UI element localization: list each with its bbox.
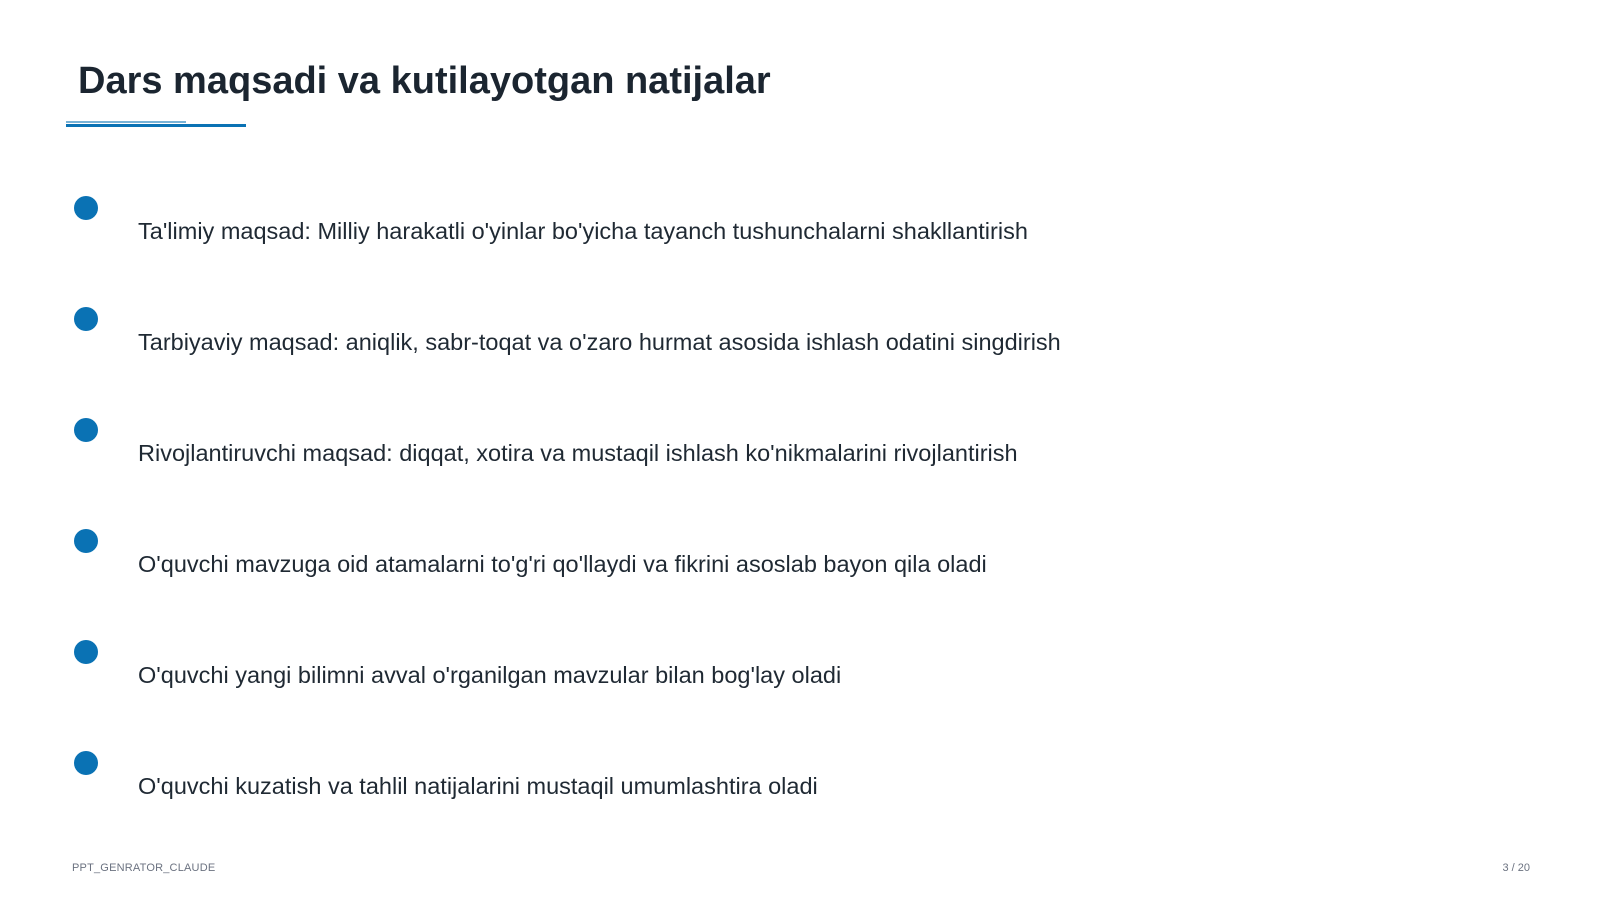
bullet-text: Rivojlantiruvchi maqsad: diqqat, xotira va mustaqil ishlash ko'nikmalarini rivojlantirish <box>138 440 1018 466</box>
footer-source-label: PPT_GENRATOR_CLAUDE <box>72 862 216 874</box>
bullet-text: O'quvchi mavzuga oid atamalarni to'g'ri qo'llaydi va fikrini asoslab bayon qila oladi <box>138 551 987 577</box>
page-indicator: 3 / 20 <box>1502 862 1530 874</box>
bullet-dot-icon <box>74 196 98 220</box>
bullet-text: O'quvchi kuzatish va tahlil natijalarini mustaqil umumlashtira oladi <box>138 773 818 799</box>
list-item <box>0 307 1400 397</box>
bullet-dot-icon <box>74 640 98 664</box>
slide-title: Dars maqsadi va kutilayotgan natijalar <box>78 60 771 102</box>
list-item <box>0 751 1400 841</box>
bullet-text: Ta'limiy maqsad: Milliy harakatli o'yinlar bo'yicha tayanch tushunchalarni shakllantirish <box>138 218 1028 244</box>
list-item <box>0 418 1400 508</box>
list-item <box>0 529 1400 619</box>
bullet-dot-icon <box>74 307 98 331</box>
bullet-dot-icon <box>74 751 98 775</box>
bullet-dot-icon <box>74 418 98 442</box>
bullet-dot-icon <box>74 529 98 553</box>
list-item <box>0 640 1400 730</box>
bullet-text: O'quvchi yangi bilimni avval o'rganilgan mavzular bilan bog'lay oladi <box>138 662 842 688</box>
bullet-text: Tarbiyaviy maqsad: aniqlik, sabr-toqat va o'zaro hurmat asosida ishlash odatini singdirish <box>138 329 1061 355</box>
list-item <box>0 196 1400 286</box>
